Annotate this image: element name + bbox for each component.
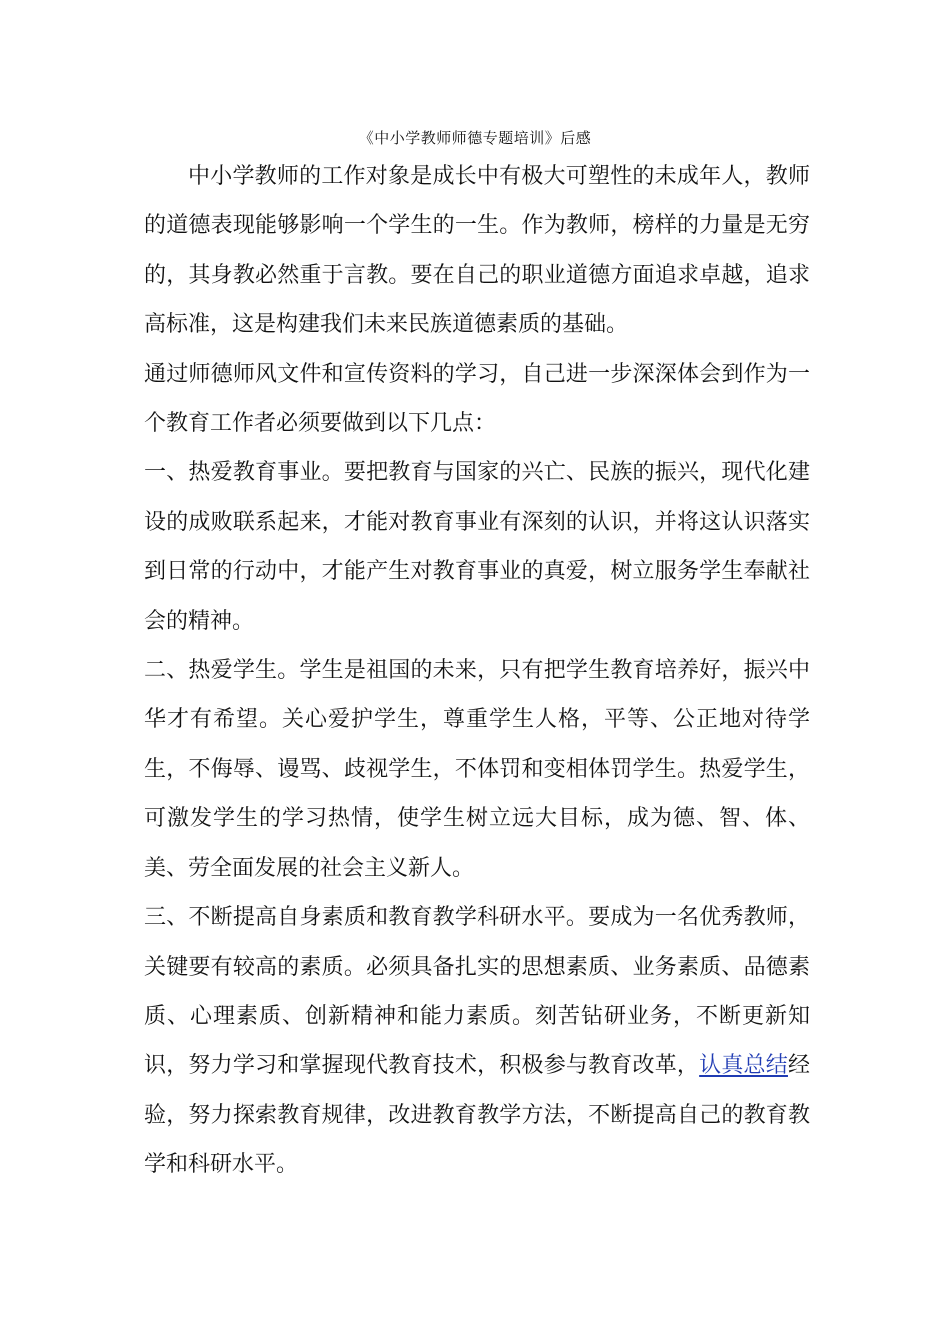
paragraph-point-three-text-end: 经验，努力探索教育规律，改进教育教学方法，不断提高自己的教育教学和科研水平。: [144, 1053, 810, 1178]
document-body: [144, 152, 810, 1190]
document-title: 《中小学教师师德专题培训》后感: [358, 129, 592, 147]
summary-link[interactable]: 认真总结: [699, 1053, 788, 1079]
paragraph-point-three-text-start: 三、不断提高自身素质和教育教学科研水平。要成为一名优秀教师，关键要有较高的素质。必须具备扎实的思想素质、业务素质、品德素质、心理素质、创新精神和能力素质。刻苦钻研业务，不断更新知识，努力学习和掌握现代教育技术，积极参与教育改革，: [144, 905, 810, 1079]
paragraph-point-two: 二、热爱学生。学生是祖国的未来，只有把学生教育培养好，振兴中华才有希望。关心爱护学生，尊重学生人格，平等、公正地对待学生，不侮辱、谩骂、歧视学生，不体罚和变相体罚学生。热爱学生，可激发学生的学习热情，使学生树立远大目标，成为德、智、体、美、劳全面发展的社会主义新人。: [144, 658, 810, 881]
paragraph-point-three: [144, 893, 810, 1189]
paragraph-point-one: 一、热爱教育事业。要把教育与国家的兴亡、民族的振兴，现代化建设的成败联系起来，才能对教育事业有深刻的认识，并将这认识落实到日常的行动中，才能产生对教育事业的真爱，树立服务学生奉献社会的精神。: [144, 460, 810, 634]
paragraph-study: 通过师德师风文件和宣传资料的学习，自己进一步深深体会到作为一个教育工作者必须要做到以下几点：: [144, 361, 810, 437]
paragraph-intro: 中小学教师的工作对象是成长中有极大可塑性的未成年人，教师的道德表现能够影响一个学生的一生。作为教师，榜样的力量是无穷的，其身教必然重于言教。要在自己的职业道德方面追求卓越，追求高标准，这是构建我们未来民族道德素质的基础。: [144, 164, 810, 338]
